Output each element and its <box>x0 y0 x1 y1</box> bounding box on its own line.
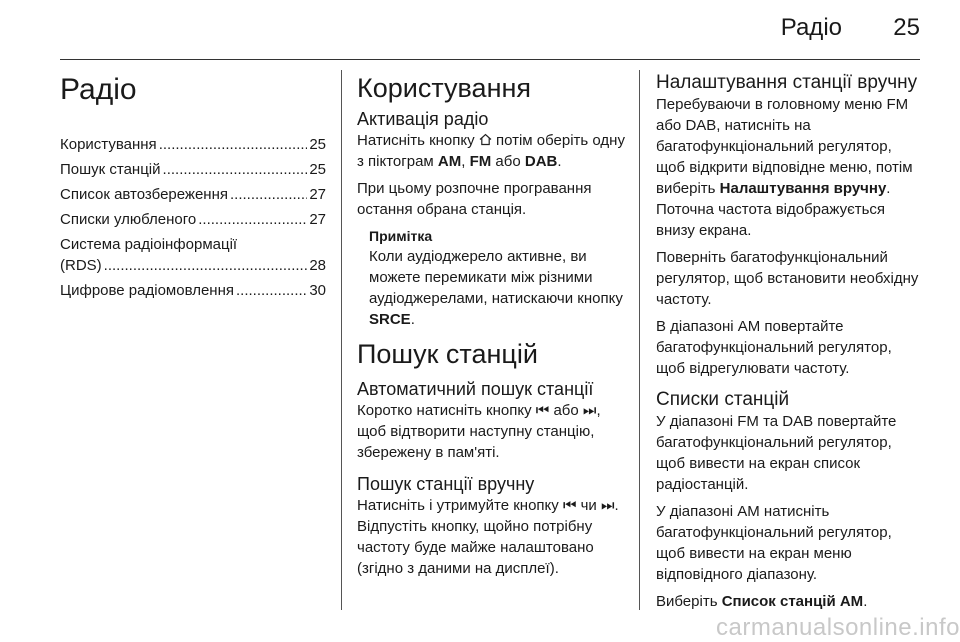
subsection-station-lists: Списки станцій <box>656 389 790 410</box>
page-header <box>60 0 920 58</box>
note-title: Примітка <box>369 228 433 244</box>
column-divider-2 <box>639 70 640 610</box>
paragraph: Перебуваючи в головному меню FM або DAB, натисніть на багатофункціональний регулятор, щоб відкрити відповідне меню, потім виберіть Налаштування вручну. Поточна частота відображується внизу екрана. <box>656 96 913 239</box>
section-title-search: Пошук станцій <box>357 339 538 369</box>
watermark: carmanualsonline.info <box>716 614 960 641</box>
note-text: Коли аудіоджерело активне, ви можете перемикати між різними аудіоджерелами, натискаючи кнопку SRCE. <box>369 248 623 328</box>
column-toc <box>60 72 326 305</box>
next-track-icon: ⏭ <box>582 402 597 419</box>
toc-item[interactable]: Цифрове радіомовлення ..... 30 <box>60 280 326 301</box>
note-box <box>369 226 627 330</box>
header-rule <box>60 59 920 60</box>
paragraph: Натисніть кнопку потім оберіть одну з піктограм AM, FM або DAB. <box>357 132 625 170</box>
toc-item[interactable]: Списки улюбленого ..... 27 <box>60 209 326 230</box>
toc-item[interactable]: Список автозбереження ..... 27 <box>60 184 326 205</box>
column-usage <box>357 72 627 585</box>
subsection-auto-search: Автоматичний пошук станції <box>357 379 594 399</box>
section-title-usage: Користування <box>357 73 532 103</box>
subsection-manual-search: Пошук станції вручну <box>357 474 535 494</box>
paragraph: У діапазоні FM та DAB повертайте багатофункціональний регулятор, щоб вивести на екран список радіостанцій. <box>656 413 897 493</box>
toc-item[interactable]: Система радіоінформації (RDS) ..... 28 <box>60 234 326 276</box>
paragraph: У діапазоні AM натисніть багатофункціональний регулятор, щоб вивести на екран меню відповідного діапазону. <box>656 503 892 583</box>
subsection-manual-tuning: Налаштування станції вручну <box>656 72 918 93</box>
table-of-contents <box>60 134 326 301</box>
chapter-title: Радіо <box>60 73 137 106</box>
toc-item[interactable]: Користування ..... 25 <box>60 134 326 155</box>
paragraph: Натисніть і утримуйте кнопку ⏮ чи ⏭. Відпустіть кнопку, щойно потрібну частоту буде майже налаштовано (згідно з даними на дисплеї). <box>357 497 619 577</box>
paragraph: В діапазоні AM повертайте багатофункціональний регулятор, щоб відрегулювати частоту. <box>656 318 892 377</box>
paragraph: Коротко натисніть кнопку ⏮ або ⏭, щоб відтворити наступну станцію, збережену в пам'яті. <box>357 402 601 461</box>
toc-item[interactable]: Пошук станцій ..... 25 <box>60 159 326 180</box>
paragraph: Поверніть багатофункціональний регулятор, щоб встановити необхідну частоту. <box>656 249 919 308</box>
subsection-activation: Активація радіо <box>357 109 489 129</box>
prev-track-icon: ⏮ <box>562 497 577 514</box>
home-icon <box>479 133 492 148</box>
running-title: Радіо <box>780 14 842 41</box>
paragraph: При цьому розпочне програвання остання обрана станція. <box>357 180 592 218</box>
column-divider-1 <box>341 70 342 610</box>
prev-track-icon: ⏮ <box>535 402 550 419</box>
page-number: 25 <box>893 14 920 41</box>
column-manual-tuning <box>656 72 922 618</box>
next-track-icon: ⏭ <box>600 497 615 514</box>
paragraph: Виберіть Список станцій AM. <box>656 593 868 610</box>
